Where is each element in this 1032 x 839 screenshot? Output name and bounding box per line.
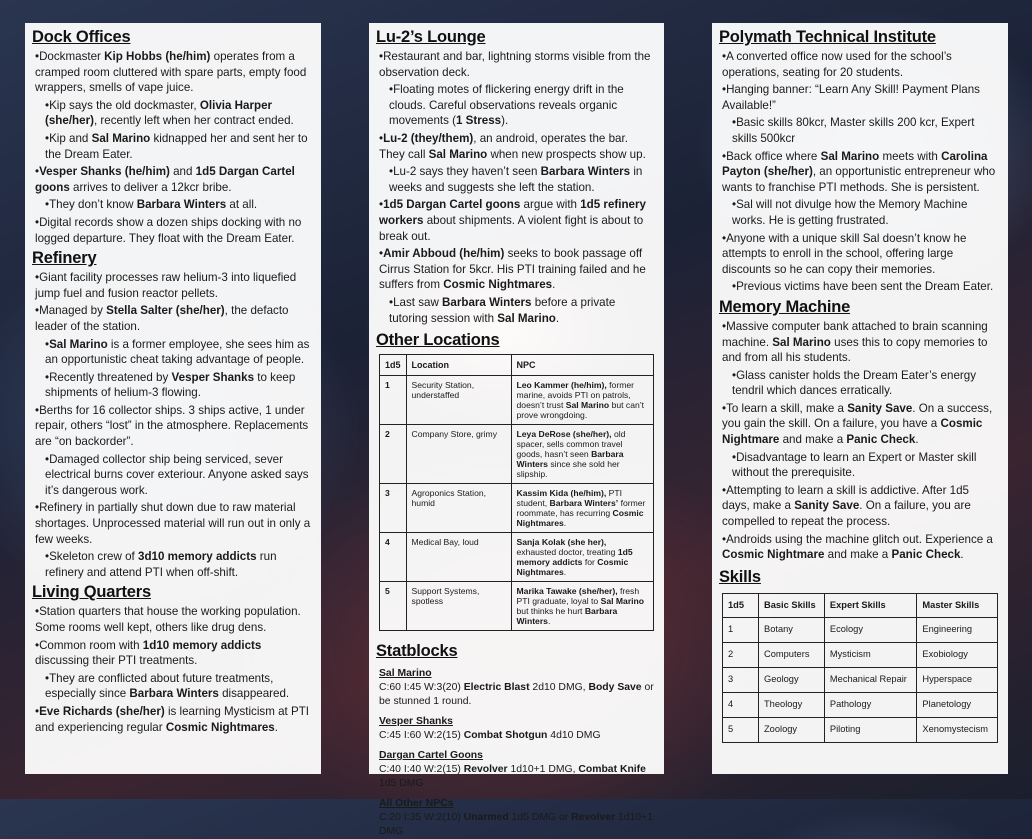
machine-sub-1: • Glass canister holds the Dream Eater’s energy tendril which dances erratically. [732,368,998,399]
living-quarters-heading: Living Quarters [32,583,151,602]
memory-machine-heading: Memory Machine [719,297,851,316]
machine-bullet-3: • Attempting to learn a skill is addictive. After 1d5 days, make a Sanity Save. On a failure, you are compelled to repeat the process. [722,483,998,530]
skills-heading: Skills [719,567,761,586]
pti-bullet-1: • A converted office now used for the school’s operations, seating for 20 students. [722,49,998,80]
lounge-heading: Lu-2’s Lounge [376,28,486,46]
refinery-bullet-1: • Giant facility processes raw helium-3 into liquefied jump fuel and fusion reactor pellets. [35,270,311,301]
statblock: Sal Marino C:60 I:45 W:3(20) Electric Blast 2d10 DMG, Body Save or be stunned 1 round. [379,668,654,708]
machine-bullet-1: • Massive computer bank attached to brain scanning machine. Sal Marino uses this to copy memories to and from all his students. [722,319,998,366]
pti-sub-2: • Sal will not divulge how the Memory Machine works. He is getting frustrated. [732,197,998,228]
lounge-sub-3: • Last saw Barbara Winters before a private tutoring session with Sal Marino. [389,295,654,326]
pti-sub-1: • Basic skills 80kcr, Master skills 200 kcr, Expert skills 500kcr [732,115,998,146]
refinery-bullet-3: • Berths for 16 collector ships. 3 ships active, 1 under repair, others “lost” in the atmosphere. Replacements are “on backorder”. [35,403,311,450]
table-row: 4 Theology Pathology Planetology [723,692,998,717]
table-row: 3 Agroponics Station, humid Kassim Kida (he/him), PTI student, Barbara Winters’ former roommate, has recurring Cosmic Nightmares. [380,484,654,533]
loc-col-npc: NPC [511,355,653,376]
skills-table [722,593,998,743]
refinery-sub-3: • Damaged collector ship being serviced, sever electrical burns cover exteriour. Anyone asked says it’s dangerous work. [45,452,311,499]
loc-col-die: 1d5 [380,355,407,376]
lounge-bullet-1: • Restaurant and bar, lightning storms visible from the observation deck. [379,49,654,80]
table-row: 1 Security Station, understaffed Leo Kammer (he/him), former marine, avoids PTI on patrols, doesn’t trust Sal Marino but can’t prove wrongdoing. [380,376,654,425]
machine-bullet-4: • Androids using the machine glitch out. Experience a Cosmic Nightmare and make a Panic Check. [722,532,998,563]
refinery-bullet-2: • Managed by Stella Salter (she/her), the defacto leader of the station. [35,303,311,334]
lounge-bullet-2: • Lu-2 (they/them), an android, operates the bar. They call Sal Marino when new prospects show up. [379,131,654,162]
column-left [25,23,321,774]
pti-bullet-3: • Back office where Sal Marino meets with Carolina Payton (she/her), an opportunistic entrepreneur who wants to franchise PTI methods. She is persistent. [722,149,998,196]
pti-bullet-4: • Anyone with a unique skill Sal doesn’t know he attempts to enroll in the school, offering large discounts so he can copy their memories. [722,231,998,278]
table-row: 4 Medical Bay, loud Sanja Kolak (she her), exhausted doctor, treating 1d5 memory addicts for Cosmic Nightmares. [380,533,654,582]
statblock: All Other NPCs C:20 I:35 W:2(10) Unarmed 1d5 DMG or Revolver 1d10+1 DMG [379,798,653,838]
lounge-sub-2: • Lu-2 says they haven’t seen Barbara Winters in weeks and suggests she left the station. [389,164,654,195]
living-sub-1: • They are conflicted about future treatments, especially since Barbara Winters disappeared. [45,671,311,702]
table-row: 5 Support Systems, spotless Marika Tawake (she/her), fresh PTI graduate, loyal to Sal Marino but thinks he hurt Barbara Winters. [380,582,654,631]
statblocks-heading: Statblocks [376,642,458,661]
table-row: 1 Botany Ecology Engineering [723,617,998,642]
refinery-sub-2: • Recently threatened by Vesper Shanks to keep shipments of helium-3 flowing. [45,370,311,401]
dock-sub-3: • They don’t know Barbara Winters at all. [45,197,311,213]
table-row: 2 Company Store, grimy Leya DeRose (she/her), old spacer, sells common travel goods, hasn’t seen Barbara Winters since she sold her slipship. [380,425,654,484]
dock-bullet-2: • Vesper Shanks (he/him) and 1d5 Dargan Cartel goons arrives to deliver a 12kcr bribe. [35,164,311,195]
skills-col-expert: Expert Skills [824,593,917,617]
statblock: Vesper Shanks C:45 I:60 W:2(15) Combat Shotgun 4d10 DMG [379,716,601,742]
lounge-bullet-4: • Amir Abboud (he/him) seeks to book passage off Cirrus Station for 5kcr. His PTI training failed and he suffers from Cosmic Nightmares. [379,246,654,293]
column-middle [369,23,664,838]
skills-col-basic: Basic Skills [759,593,825,617]
skills-col-master: Master Skills [917,593,998,617]
pti-sub-3: • Previous victims have been sent the Dream Eater. [732,279,998,295]
other-locations-heading: Other Locations [376,331,500,350]
machine-bullet-2: • To learn a skill, make a Sanity Save. On a success, you gain the skill. On a failure, you have a Cosmic Nightmare and make a Panic Check. [722,401,998,448]
machine-sub-2: • Disadvantage to learn an Expert or Master skill without the prerequisite. [732,450,998,481]
refinery-bullet-4: • Refinery in partially shut down due to raw material shortages. Unprocessed material will run out in only a few weeks. [35,500,311,547]
dock-bullet-3: • Digital records show a dozen ships docking with no logged departure. They float with the Dream Eater. [35,215,311,246]
dock-bullet-1: • Dockmaster Kip Hobbs (he/him) operates from a cramped room cluttered with spare parts, empty food wrappers, smells of vape juice. [35,49,311,96]
dock-sub-2: • Kip and Sal Marino kidnapped her and sent her to the Dream Eater. [45,131,311,162]
lounge-sub-1: • Floating motes of flickering energy drift in the clouds. Careful observations reveals organic movements (1 Stress). [389,82,654,129]
skills-col-die: 1d5 [723,593,759,617]
table-row: 5 Zoology Piloting Xenomystecism [723,717,998,742]
pti-bullet-2: • Hanging banner: “Learn Any Skill! Payment Plans Available!” [722,82,998,113]
dock-sub-1: • Kip says the old dockmaster, Olivia Harper (she/her), recently left when her contract ended. [45,98,311,129]
refinery-sub-4: • Skeleton crew of 3d10 memory addicts run refinery and attend PTI when off-shift. [45,549,311,580]
living-bullet-3: • Eve Richards (she/her) is learning Mysticism at PTI and experiencing regular Cosmic Nightmares. [35,704,311,735]
pti-heading: Polymath Technical Institute [719,28,936,46]
refinery-sub-1: • Sal Marino is a former employee, she sees him as an opportunistic cheat taking advantage of people. [45,337,311,368]
loc-col-location: Location [406,355,511,376]
refinery-heading: Refinery [32,249,97,268]
lounge-bullet-3: • 1d5 Dargan Cartel goons argue with 1d5 refinery workers about shipments. A violent fight is about to break out. [379,197,654,244]
column-right [712,23,1008,774]
living-bullet-2: • Common room with 1d10 memory addicts discussing their PTI treatments. [35,638,311,669]
living-bullet-1: • Station quarters that house the working population. Some rooms well kept, others like drug dens. [35,604,311,635]
statblock: Dargan Cartel Goons C:40 I:40 W:2(15) Revolver 1d10+1 DMG, Combat Knife 1d5 DMG [379,750,646,790]
other-locations-table [379,354,654,631]
dock-offices-heading: Dock Offices [32,28,131,46]
table-row: 2 Computers Mysticism Exobiology [723,642,998,667]
table-row: 3 Geology Mechanical Repair Hyperspace [723,667,998,692]
